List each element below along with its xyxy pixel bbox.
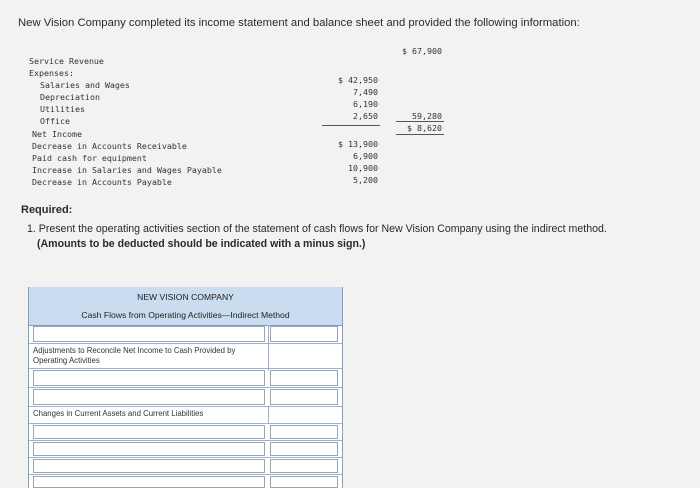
service-revenue-amount: $ 67,900 [402,46,442,56]
expense-amount: 7,490 [353,87,378,97]
cash-flow-worksheet [28,287,343,488]
line-item-input[interactable] [33,326,265,342]
service-revenue-label: Service Revenue [29,56,104,66]
change-label: Increase in Salaries and Wages Payable [32,165,222,175]
net-income-rule [396,134,444,135]
change-amount: 6,900 [353,151,378,161]
amount-input[interactable] [270,389,338,405]
change-amount: $ 13,900 [338,139,378,149]
line-item-input[interactable] [33,389,265,405]
table-row [29,388,342,407]
question-1 [27,222,692,252]
worksheet-header [29,287,342,326]
expense-label: Salaries and Wages [40,80,130,90]
table-row [29,475,342,488]
column-divider [268,325,269,371]
expense-label: Depreciation [40,92,100,102]
line-item-input[interactable] [33,370,265,386]
expenses-label: Expenses: [29,68,74,78]
amount-input[interactable] [270,370,338,386]
expense-amount: 6,190 [353,99,378,109]
change-amount: 5,200 [353,175,378,185]
expense-label: Office [40,116,70,126]
adjustments-label: Adjustments to Reconcile Net Income to Cash Provided by Operating Activities [33,346,236,365]
amount-input[interactable] [270,425,338,439]
amount-input[interactable] [270,459,338,473]
table-row [29,424,342,441]
change-label: Decrease in Accounts Receivable [32,141,187,151]
net-income-amount: $ 8,620 [407,123,442,133]
change-amount: 10,900 [348,163,378,173]
expense-amount: $ 42,950 [338,75,378,85]
total-expenses-amount: 59,280 [412,111,442,121]
table-row [29,369,342,388]
question-text: 1. Present the operating activities section of the statement of cash flows for New Vision Company using the indirect method. [27,223,607,235]
expense-label: Utilities [40,104,85,114]
worksheet-title: Cash Flows from Operating Activities—Indirect Method [81,310,290,320]
table-row [29,407,342,424]
table-row [29,325,342,344]
table-row [29,441,342,458]
amount-input[interactable] [270,476,338,488]
total-rule [396,121,444,122]
line-item-input[interactable] [33,442,265,456]
expense-amount: 2,650 [353,111,378,121]
line-item-input[interactable] [33,476,265,488]
required-heading: Required: [21,204,73,216]
table-row [29,458,342,475]
amount-input[interactable] [270,442,338,456]
problem-intro: New Vision Company completed its income statement and balance sheet and provided the following information: [18,17,580,29]
change-label: Paid cash for equipment [32,153,147,163]
change-label: Decrease in Accounts Payable [32,177,172,187]
question-note: (Amounts to be deducted should be indicated with a minus sign.) [37,238,366,250]
subtotal-rule [322,125,380,126]
column-divider [268,407,269,424]
net-income-label: Net Income [32,129,82,139]
company-name: NEW VISION COMPANY [137,292,234,302]
line-item-input[interactable] [33,425,265,439]
changes-label: Changes in Current Assets and Current Liabilities [33,409,204,418]
line-item-input[interactable] [33,459,265,473]
table-row [29,344,342,369]
amount-input[interactable] [270,326,338,342]
